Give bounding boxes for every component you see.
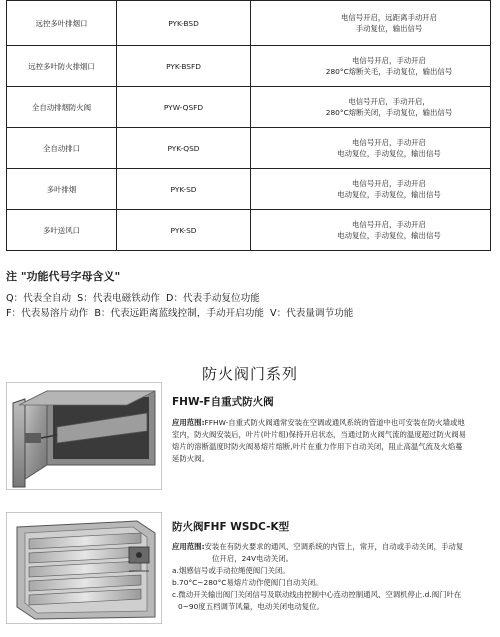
desc-text: b.70°C~280°C易熔片动作使阀门自动关闭。 <box>172 578 323 587</box>
product-name: 远控多叶防火排烟口 <box>7 46 117 87</box>
function-line: 电信号开启，手动开启， <box>348 97 430 106</box>
product-title: FHW-F自重式防火阀 <box>172 396 274 408</box>
desc-text: 延防火阀。 <box>172 454 209 463</box>
function-line: 280°C熔断关闭，手动复位，输出信号 <box>325 108 453 117</box>
product-title: 防火阀FHF WSDC-K型 <box>172 521 290 533</box>
table-row <box>7 169 491 210</box>
note-title: 注 "功能代号字母含义" <box>6 270 121 283</box>
desc-text: 安装在有防火要求的通风、空调系统的内管上，常开，自动或手动关闭，手动复 <box>204 542 464 551</box>
product-name: 全自动排口 <box>7 128 117 169</box>
fire-damper-photo <box>7 513 161 623</box>
table-row <box>7 87 491 128</box>
product-function <box>251 169 491 210</box>
product-code: PYK-SD <box>117 169 251 210</box>
product-code: PYK-BSFD <box>117 46 251 87</box>
product-description <box>172 417 466 465</box>
fhw-f-valve-image <box>6 382 162 490</box>
function-line: 电信号开启，远距离手动开启 <box>340 13 438 22</box>
desc-text: 0~90度五档调节风量，电动关闭电动复位。 <box>178 602 324 611</box>
legend-line: F：代表易溶片动作 B：代表远距离蓝线控制，手动开启功能 V：代表量调节功能 <box>6 308 354 319</box>
function-line: 280°C熔断关毛，手动复位，输出信号 <box>325 67 453 76</box>
desc-text: 位开启，24V电动关闭。 <box>212 554 293 563</box>
table-row <box>7 1 491 46</box>
desc-text: FFHW-自重式防火阀通常安装在空调或通风系统的管道中也可安装在防火墙或地 <box>204 418 465 427</box>
product-name: 多叶排烟 <box>7 169 117 210</box>
function-line: 电信号开启，手动开启 <box>352 220 426 229</box>
desc-text: 室内，防火阀安装后，叶片(叶片组)保持开启状态，当通过防火阀气流的温度超过防火阀易 <box>172 430 467 439</box>
fhf-wsdc-k-valve-image <box>6 512 162 624</box>
function-line: 电信号开启，手动开启 <box>352 138 426 147</box>
desc-text: a.烟感信号或手动拉绳使阀门关闭。 <box>172 566 290 575</box>
product-function <box>251 128 491 169</box>
product-spec-table <box>6 0 491 251</box>
function-line: 电动复位，手动复位，输出信号 <box>337 231 441 240</box>
product-function <box>251 46 491 87</box>
desc-text: 熔片的溶断温度时防火阀易熔片熔断,叶片在重力作用下自动关闭，阻止高温气流及火焰蔓 <box>172 442 463 451</box>
product-function <box>251 1 491 46</box>
product-description <box>172 541 463 613</box>
product-name: 多叶送风口 <box>7 210 117 251</box>
desc-label: 应用范围: <box>172 418 205 427</box>
product-function <box>251 87 491 128</box>
function-line: 电动复位，手动复位，输出信号 <box>337 149 441 158</box>
table-row <box>7 46 491 87</box>
legend-line: Q：代表全自动 S：代表电磁铁动作 D：代表手动复位功能 <box>6 293 260 304</box>
fire-damper-photo <box>7 383 161 489</box>
table-row <box>7 210 491 251</box>
section-title: 防火阀门系列 <box>201 365 298 383</box>
function-line: 电信号开启，手动开启 <box>352 56 426 65</box>
function-line: 电动复位，手动复位，输出信号 <box>337 190 441 199</box>
table-row <box>7 128 491 169</box>
function-line: 手动复位，输出信号 <box>355 24 423 33</box>
product-code: PYK-QSD <box>117 128 251 169</box>
desc-label: 应用范围: <box>172 542 205 551</box>
product-code: PYK-BSD <box>117 1 251 46</box>
product-name: 全自动排烟防火阀 <box>7 87 117 128</box>
function-line: 电信号开启，手动开启 <box>352 179 426 188</box>
product-code: PYW-QSFD <box>117 87 251 128</box>
product-function <box>251 210 491 251</box>
product-code: PYK-SD <box>117 210 251 251</box>
desc-text: c.微动开关输出阀门关闭信号及联动线由控制中心连动控制通风、空调机停止.d.阀门叶在 <box>172 590 462 599</box>
product-name: 远控多叶排烟口 <box>7 1 117 46</box>
